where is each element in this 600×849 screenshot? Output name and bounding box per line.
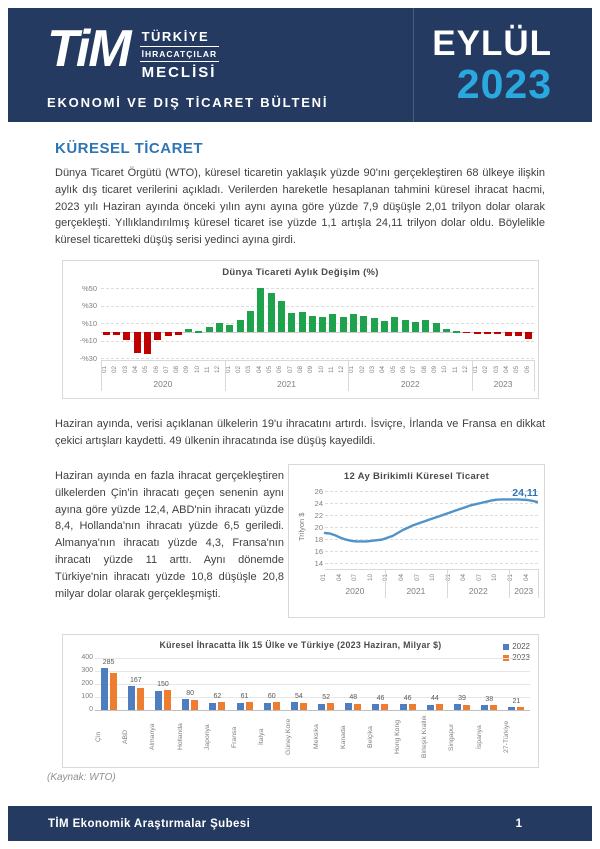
bar [206,327,213,332]
y-tick-label: 14 [314,558,323,568]
bar [422,320,429,332]
x-tick-label: 08 [296,366,304,374]
data-label: 60 [267,693,276,701]
x-tick-label: 10 [429,574,437,582]
x-tick-label: 08 [173,366,181,374]
y-tick-label: 300 [81,666,93,674]
bar-2022 [101,668,108,710]
data-label: 150 [157,681,169,689]
bar-2022 [237,703,244,710]
org-line-3: MECLİSİ [141,64,217,81]
x-tick-label: 10 [366,574,374,582]
bar-2022 [508,707,515,710]
bar [402,320,409,332]
gridline [101,323,534,324]
y-tick-label: -%10 [79,336,97,346]
y-tick-label: %50 [81,283,97,293]
bar-2023 [246,702,253,710]
data-label: 39 [458,695,466,703]
issue-year: 2023 [456,61,552,107]
gridline [95,710,530,711]
data-label: 62 [213,692,222,700]
bar [268,293,275,332]
gridline [95,658,530,659]
bar [443,329,450,332]
x-tick-label: 02 [111,366,119,374]
year-label: 2020 [153,379,173,389]
bar [505,332,512,336]
bar [134,332,141,353]
x-tick-label: 07 [351,574,359,582]
bar-2023 [164,690,171,710]
bar-2023 [436,704,443,710]
bar-2023 [191,700,198,710]
category-label: Hong Kong [394,720,402,755]
x-tick-label: 03 [369,366,377,374]
bar [123,332,130,340]
bar-2022 [345,703,352,710]
y-tick-label: 22 [314,510,323,520]
bar [319,317,326,332]
bar [484,332,491,334]
x-tick-label: 11 [451,366,459,373]
footer-department: TİM Ekonomik Araştırmalar Şubesi [48,817,251,830]
category-label: Birleşik Krallık [421,715,429,759]
data-label: 48 [349,694,358,702]
bar-2023 [354,704,361,710]
header [8,8,592,122]
bar-2023 [218,702,225,710]
bar [360,316,367,332]
data-label: 46 [403,695,412,702]
x-tick-label: 01 [348,366,356,374]
x-tick-label: 04 [379,366,387,374]
category-label: İspanya [475,725,483,749]
data-label: 285 [102,659,115,667]
bar [288,313,295,332]
bar [412,322,419,332]
x-tick-label: 12 [461,366,469,374]
x-tick-label: 04 [255,366,263,374]
x-tick-label: 03 [245,366,253,374]
bar-2023 [273,702,280,710]
legend-label-2023: 2023 [512,653,530,662]
bar [525,332,532,339]
x-tick-label: 10 [491,574,499,582]
bar-2023 [517,707,524,710]
bar-2022 [427,705,434,710]
bar [474,332,481,334]
chart-cumulative-trade-plot [308,485,538,598]
category-label: Meksika [312,724,320,750]
bar-2022 [454,704,461,710]
bar [247,311,254,332]
bar [381,321,388,332]
year-label: 2023 [493,379,513,389]
bar [350,314,357,332]
bar [226,325,233,332]
issue-date [413,8,592,122]
x-tick-label: 09 [430,366,438,374]
data-label: 52 [322,694,330,702]
data-label: 80 [186,689,195,697]
x-tick-label: 10 [441,366,449,374]
source-note: (Kaynak: WTO) [47,772,116,783]
chart-cumulative-trade-title: 12 Ay Birikimli Küresel Ticaret [343,471,490,482]
data-label: 44 [430,695,439,703]
chart-cumulative-trade-body [295,485,538,598]
x-tick-label: 03 [492,366,500,374]
data-label: 38 [485,695,494,703]
trend-line [308,485,538,569]
x-tick-label: 06 [152,366,160,374]
bar [453,331,460,333]
x-tick-label: 03 [121,366,129,374]
bar-2022 [182,699,189,710]
x-tick-label: 07 [413,574,421,582]
chart-monthly-change-title: Dünya Ticareti Aylık Değişim (%) [222,267,379,278]
y-tick-label: 16 [314,546,323,556]
chart-top-exporters-title: Küresel İhracatta İlk 15 Ülke ve Türkiye (2023 Haziran, Milyar $) [159,640,442,650]
bar-2022 [209,703,216,710]
category-label: Japonya [203,724,211,750]
y-tick-label: 20 [314,522,323,532]
category-label: Güney Kore [285,718,293,756]
chart-top-exporters-plot [71,654,530,762]
year-label: 2022 [400,379,420,389]
category-label: Hollanda [176,723,184,751]
data-label: 167 [129,677,142,685]
y-tick-label: 200 [81,679,93,687]
paragraph-global-trade: Dünya Ticaret Örgütü (WTO), küresel ticaretin yaklaşık yüzde 90'ını gerçekleştiren 68 ülkeye ilişkin aylık dış ticaret verilerini açıkladı. Verilerden hareketle hesaplanan tahmini küresel ihracat hacmi, 2023 yılı Haziran ayında önceki yılın aynı ayına göre yüzde 7,9 düşüşle 2,01 trilyon dolar olarak gerçekleşti. Yıllıklandırılmış küresel ticaret ise yüzde 1,1 artışla 24,11 trilyon dolar oldu. Böylelikle küresel ticaretteki düşüş serisi yedinci ayına girdi. [55,167,545,247]
x-tick-label: 02 [482,366,490,374]
x-tick-label: 06 [523,366,531,374]
x-tick-label: 02 [235,366,243,374]
bar [299,312,306,332]
bar [494,332,501,334]
legend-label-2022: 2022 [512,642,530,651]
data-label: 54 [295,693,303,701]
x-tick-label: 07 [475,574,483,582]
data-label: 21 [512,698,521,705]
x-tick-label: 12 [338,366,346,374]
y-tick-label: 26 [314,486,323,496]
x-tick-label: 02 [358,366,366,374]
category-label: Kanada [339,725,347,749]
gridline [101,306,534,307]
data-label: 46 [376,694,385,702]
gridline [101,341,534,342]
bar [278,301,285,332]
y-tick-label: %10 [81,318,97,328]
gridline [95,671,530,672]
x-tick-label: 05 [513,366,521,374]
bar [185,329,192,332]
y-tick-label: 100 [81,692,93,700]
bar-2023 [327,703,334,710]
category-label: İtalya [258,728,266,746]
bar-2022 [400,704,407,710]
x-tick-label: 09 [183,366,191,374]
category-label: Fransa [230,726,238,748]
x-tick-label: 04 [131,366,139,374]
bar-2023 [300,703,307,710]
gridline [101,288,534,289]
bar [154,332,161,340]
bulletin-title: EKONOMİ VE DIŞ TİCARET BÜLTENİ [47,95,329,110]
bar-2022 [264,703,271,710]
bar [371,318,378,332]
page-number: 1 [515,817,522,830]
y-tick-label: 400 [81,653,93,661]
x-tick-label: 04 [397,574,405,582]
paragraph-detail: Haziran ayında en fazla ihracat gerçekleştiren ülkelerden Çin'in ihracatı geçen senenin aynı ayına göre yüzde 12,4, ABD'nin ihracatı yüzde 8,4, Hollanda'nın ihracatı yüzde 6,5 geriledi. Almanya'nın ihracatı yüzde 4,3, Fransa'nın ihracatı yüzde 11 arttı. Aynı dönemde Türkiye'nin ihracatı yüzde 10,8 düşüşle 20,8 milyar dolar olarak gerçekleşmişti. [55,470,284,600]
category-label: Singapur [448,723,456,751]
x-tick-label: 01 [444,574,452,582]
chart-monthly-change-plot [71,282,530,391]
bar-2022 [155,691,162,710]
bar [165,332,172,336]
bar-2023 [381,704,388,710]
bar [103,332,110,335]
x-tick-label: 01 [382,574,390,582]
bar [237,320,244,332]
bar [391,317,398,332]
x-tick-label: 11 [204,366,212,373]
issue-month: EYLÜL [432,24,552,63]
bar [433,323,440,332]
x-tick-label: 11 [327,366,335,373]
bar-2022 [481,705,488,710]
x-tick-label: 05 [142,366,150,374]
footer [8,806,592,841]
x-tick-label: 05 [265,366,273,374]
x-tick-label: 05 [389,366,397,374]
x-tick-label: 04 [503,366,511,374]
x-tick-label: 06 [276,366,284,374]
x-tick-label: 07 [162,366,170,374]
x-tick-label: 08 [420,366,428,374]
bar [340,317,347,332]
y-tick-label: -%30 [79,353,97,363]
x-tick-label: 01 [320,574,327,582]
bar-2022 [128,686,135,710]
category-label: Almanya [149,723,157,751]
y-tick-label: %30 [81,301,97,311]
bar-2022 [291,702,298,710]
category-label: ABD [122,730,130,744]
org-line-1: TÜRKİYE [141,29,210,44]
bar-2023 [463,705,470,710]
x-tick-label: 01 [224,366,232,374]
legend-item-2022 [503,642,530,651]
data-label: 61 [240,693,249,701]
x-tick-label: 04 [335,574,343,582]
bar-2022 [318,704,325,710]
y-tick-label: 0 [89,706,93,713]
org-line-2: İHRACATÇILAR [140,46,220,62]
bar [515,332,522,336]
year-label: 2022 [468,586,488,596]
bar [144,332,151,354]
bar [257,288,264,332]
year-label: 2021 [406,586,426,596]
year-label: 2020 [345,586,365,596]
bar [175,332,182,336]
x-tick-label: 10 [317,366,325,374]
bar-2023 [110,673,117,710]
bar-2022 [372,704,379,710]
chart-cumulative-trade [288,464,545,618]
end-value-label: 24,11 [512,487,538,500]
x-tick-label: 04 [460,574,468,582]
x-tick-label: 01 [507,574,515,582]
section-title: KÜRESEL TİCARET [55,140,204,157]
category-label: 27-Türkiye [502,720,510,754]
year-label: 2023 [514,586,534,596]
bar-2023 [409,704,416,710]
x-tick-label: 01 [472,366,480,374]
bar [195,331,202,333]
tim-logo: TiM [47,20,130,78]
x-tick-label: 10 [193,366,201,374]
paragraph-countries: Haziran ayında, verisi açıklanan ülkelerin 19'u ihracatını artırdı. İsviçre, İrlanda ve Fransa en dikkat çekici artışları kaydetti. 49 ülkenin ihracatında ise düşüş kayedildi. [55,418,545,447]
x-tick-label: 12 [214,366,222,374]
x-tick-label: 07 [410,366,418,374]
bar [216,323,223,332]
logo-block [47,21,219,81]
year-separator [538,569,539,598]
x-tick-label: 04 [522,574,530,582]
year-separator [534,360,535,391]
x-tick-label: 01 [101,366,108,374]
x-tick-label: 07 [286,366,294,374]
year-label: 2021 [277,379,297,389]
y-axis-title: Trilyon $ [297,512,306,542]
x-tick-label: 06 [399,366,407,374]
y-tick-label: 18 [314,534,323,544]
category-label: Belçika [366,726,374,748]
bar-2023 [490,705,497,710]
bar [113,332,120,336]
bar [309,316,316,332]
legend-swatch-2022 [503,644,509,650]
bar [463,332,470,334]
org-name-stack [140,29,220,81]
y-tick-label: 24 [314,498,323,508]
x-tick-label: 09 [307,366,315,374]
bar-2023 [137,688,144,710]
chart-top-exporters [62,634,539,768]
chart-monthly-change [62,260,539,399]
category-label: Çin [95,731,102,743]
bar [329,314,336,332]
